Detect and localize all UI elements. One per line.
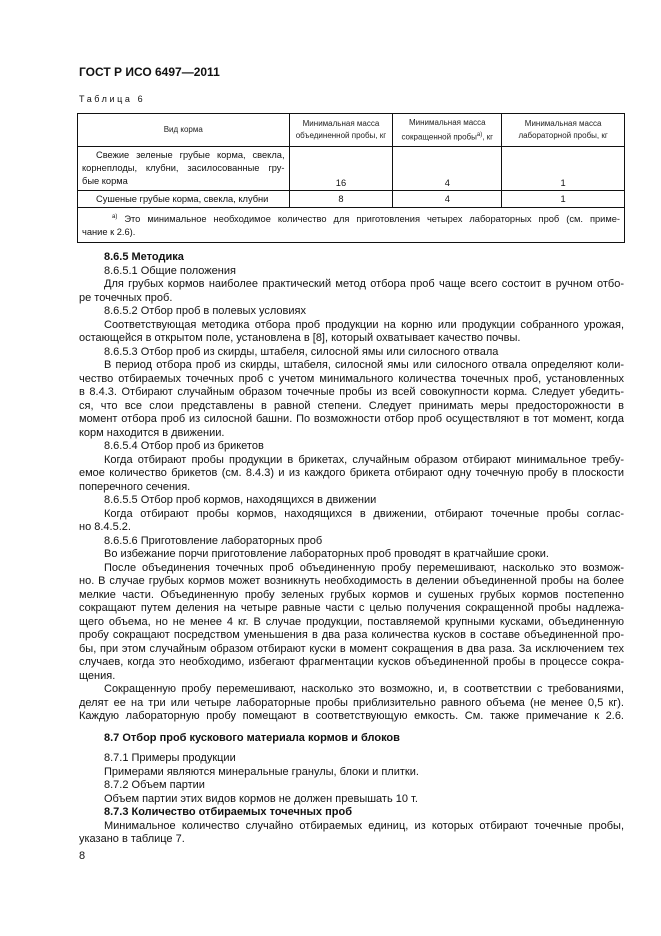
text-line: 8.7.2 Объем партии [104, 779, 205, 791]
text-line: 8.7.1 Примеры продукции [104, 752, 236, 764]
text-line: но. В случае грубых кормов может возникнуть необходимость в делении объединенной пробы на более [79, 575, 624, 587]
text-line: момент отбора проб из силосной башни. По возможности отбор проб осуществляют в тот момент, когда [79, 413, 624, 425]
text-line: Для грубых кормов наиболее практический метод отбора проб чаще всего состоит в ручном отбо- [104, 278, 624, 290]
table-row [78, 191, 625, 208]
table-row [78, 147, 625, 191]
text-line: корм находится в движении. [79, 426, 225, 439]
text-line: указано в таблице 7. [79, 833, 185, 845]
cell-line: корнеплоды, клубни, засилосованные гру- [82, 163, 285, 173]
text-line: Объем партии этих видов кормов не должен превышать 10 т. [104, 792, 418, 805]
text-line: случаев, когда это необходимо, избегают фрагментации кусков объединенной пробы в процессе сокра- [79, 656, 624, 668]
table-footnote [78, 208, 625, 243]
feed-type-cell [78, 147, 290, 191]
reduced-mass-cell: 4 [393, 147, 502, 191]
text-line: 8.6.5.3 Отбор проб из скирды, штабеля, силосной ямы или силосного отвала [104, 345, 499, 358]
text-line: пробу сокращают посредством уменьшения в два раза количества кусков в составе объединенной про- [79, 629, 624, 641]
text-line: Когда отбирают пробы продукции в брикетах, случайным образом отбирают минимальное требу- [104, 453, 624, 466]
lab-mass-cell: 1 [502, 147, 625, 191]
text-line: Во избежание порчи приготовление лабораторных проб проводят в кратчайшие сроки. [104, 548, 549, 560]
table-6 [77, 113, 625, 243]
text-line: Сокращенную пробу перемешивают, насколько это возможно, и, в соответствии с требованиями, [104, 683, 624, 695]
table-header-row [78, 114, 625, 147]
combined-mass-cell: 8 [289, 191, 393, 208]
text-line: щего объема, но не менее 4 кг. В случае продукции, поставляемой крупными кусками, объединенную [79, 615, 624, 628]
cell-line: Свежие зеленые грубые корма, свекла, [96, 150, 285, 160]
text-line: чество отбираемых точечных проб с учетом минимального количества точечных проб, установленных [79, 372, 624, 385]
text-line: 8.6.5.2 Отбор проб в полевых условиях [104, 305, 306, 317]
text-line: бы, при этом случайным образом отбирают куски в момент сокращения в два раза. За исключением тех [79, 642, 624, 655]
text-line: но 8.4.5.2. [79, 521, 131, 533]
header-reduced-mass [393, 114, 502, 147]
text-line: В период отбора проб из скирды, штабеля, силосной ямы или силосного отвала определяют коли- [104, 359, 624, 371]
footnote-ref: а) [476, 131, 483, 138]
page-number: 8 [79, 850, 86, 862]
header-lab-mass: Минимальная масса лабораторной пробы, кг [502, 114, 625, 147]
text-line: щения. [79, 669, 116, 682]
text-line: После объединения точечных проб объединенную пробу перемешивают, насколько это возмож- [104, 561, 624, 574]
lab-mass-cell: 1 [502, 191, 625, 208]
cell-line: Сушеные грубые корма, свекла, клубни [96, 193, 269, 204]
header-combined-mass: Минимальная масса объединенной пробы, кг [289, 114, 393, 147]
footnote-text: Это минимальное необходимое количество для приготовления четырех лабораторных проб (см. приме- [124, 214, 620, 225]
text-line: остающейся в открытом поле, установлена в [8], который охватывает качество почвы. [79, 332, 521, 344]
cell-line: бые корма [82, 176, 128, 186]
text-line: поперечного сечения. [79, 480, 191, 493]
document-title: ГОСТ Р ИСО 6497—2011 [79, 65, 220, 79]
header-reduced-mass-label: Минимальная масса сокращенной пробы [401, 117, 486, 142]
text-line: мелкие части. Объединенную пробу зеленых грубых кормов и сушеных грубых кормов постепенно [79, 588, 624, 601]
text-line: Соответствующая методика отбора проб продукции на корню или продукции собранного урожая, [104, 318, 624, 331]
text-line: ре точечных проб. [79, 291, 173, 304]
header-reduced-mass-unit: , кг [482, 132, 494, 142]
header-feed-type: Вид корма [78, 114, 290, 147]
text-line: емое количество брикетов (см. 8.4.3) и из каждого брикета отбирают одну точечную пробу в плоскости [79, 467, 624, 479]
combined-mass-cell: 16 [289, 147, 393, 191]
text-line: в 8.4.3. Отбирают случайным образом точечные пробы из всей совокупности корма. Следует убедить- [79, 386, 624, 398]
table-footnote-row [78, 208, 625, 243]
feed-type-cell [78, 191, 290, 208]
text-line: 8.6.5.1 Общие положения [104, 264, 236, 277]
text-line: 8.6.5.5 Отбор проб кормов, находящихся в движении [104, 494, 377, 506]
footnote-line [82, 211, 620, 226]
text-line: Когда отбирают пробы кормов, находящихся в движении, отбирают точечные пробы соглас- [104, 507, 624, 520]
section-heading: 8.7.3 Количество отбираемых точечных проб [104, 806, 352, 818]
reduced-mass-cell: 4 [393, 191, 502, 208]
footnote-line: чание к 2.6). [82, 227, 136, 238]
text-line: Минимальное количество случайно отбираемых единиц, из которых отбирают точечные пробы, [104, 819, 624, 832]
text-line: Каждую лабораторную пробу помещают в соответствующую емкость. См. также примечание к 2.6. [79, 710, 624, 722]
text-line: делят ее на три или четыре лабораторные пробы приблизительно равного объема (не менее 0,5 кг). [79, 696, 624, 709]
text-line: 8.6.5.4 Отбор проб из брикетов [104, 440, 264, 452]
text-line: ся, что все слои представлены в равной степени. Следует принимать меры предосторожности в [79, 399, 624, 412]
text-line: Примерами являются минеральные гранулы, блоки и плитки. [104, 765, 419, 778]
table-caption: Таблица 6 [79, 94, 146, 104]
text-line: 8.6.5.6 Приготовление лабораторных проб [104, 534, 323, 547]
section-heading: 8.6.5 Методика [104, 251, 184, 263]
section-heading: 8.7 Отбор проб кускового материала кормов и блоков [104, 732, 400, 744]
footnote-mark: а) [112, 213, 118, 220]
text-line: сокращают путем деления на четыре равные части с целью получения сокращенной пробы надлежа- [79, 602, 624, 614]
